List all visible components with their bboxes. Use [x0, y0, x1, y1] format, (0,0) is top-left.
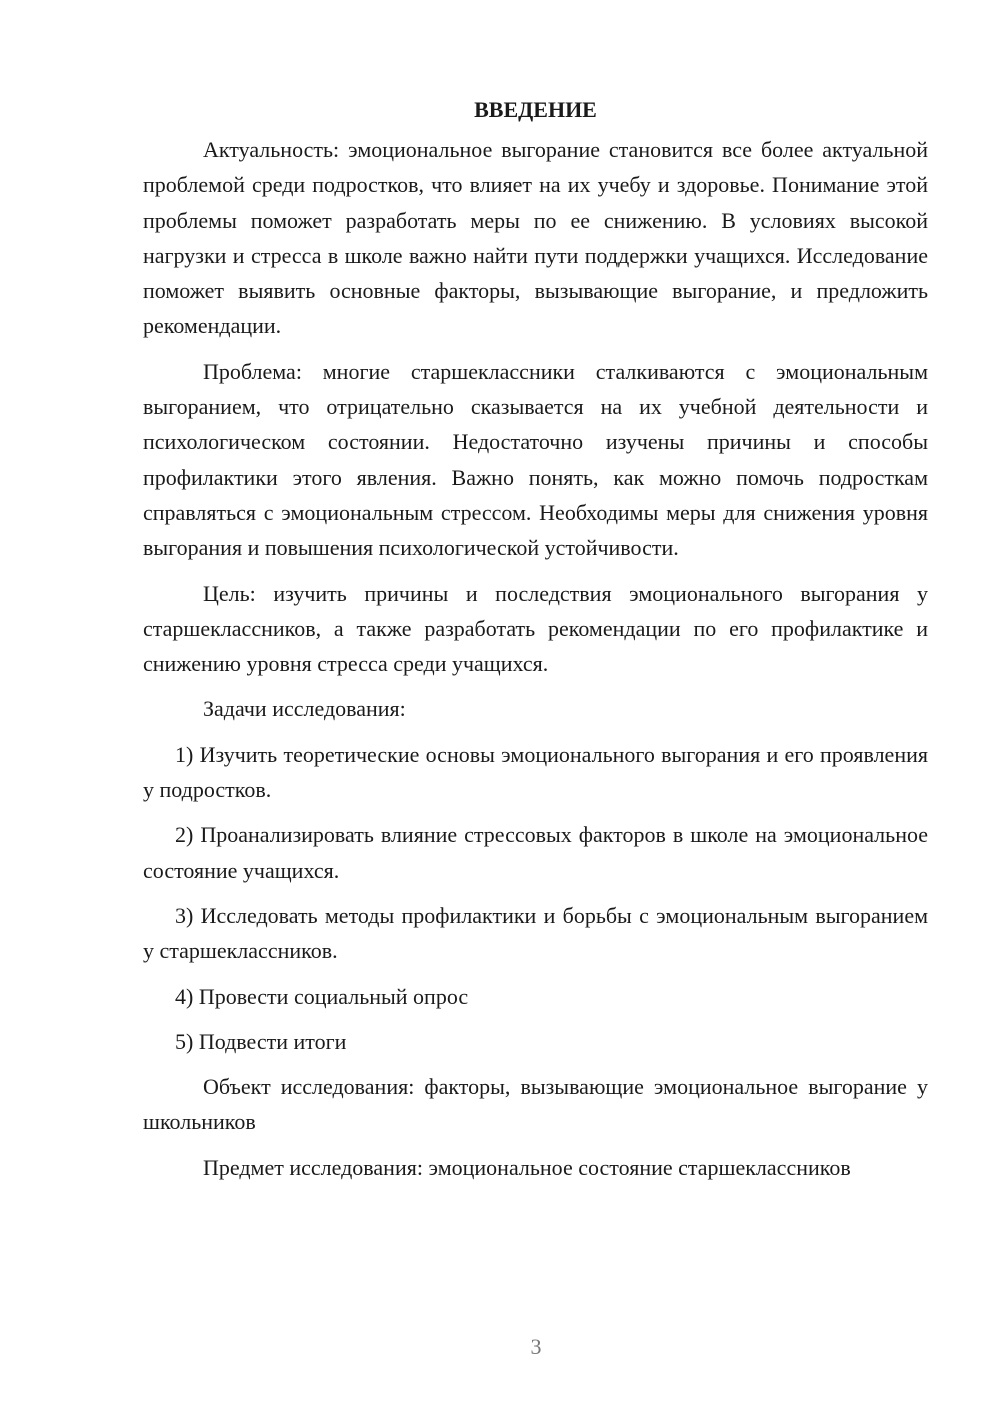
task-text: Подвести итоги: [198, 1028, 347, 1054]
page-number: 3: [530, 1334, 542, 1359]
task-text: Изучить теоретические основы эмоционального выгорания и его проявления у подростков.: [143, 741, 928, 803]
task-text: Исследовать методы профилактики и борьбы с эмоциональным выгоранием у старшеклассников.: [143, 902, 929, 964]
problem-paragraph: Проблема: многие старшеклассники сталкиваются с эмоциональным выгоранием, что отрицательно сказывается на их учебной деятельности и психологическом состоянии. Недостаточно изучены причины и способы профилактики этого явления. Важно понять, как можно помочь подросткам справляться с эмоциональным стрессом. Необходимы меры для снижения уровня выгорания и повышения психологической устойчивости.: [143, 358, 928, 561]
task-item: [143, 979, 928, 1014]
task-number: 2): [175, 822, 194, 848]
tasks-heading: Задачи исследования:: [203, 696, 406, 722]
object-paragraph: Объект исследования: факторы, вызывающие эмоциональное выгорание у школьников: [143, 1074, 928, 1135]
task-item: [143, 1024, 928, 1059]
task-number: 5): [175, 1028, 194, 1054]
goal-paragraph: Цель: изучить причины и последствия эмоционального выгорания у старшеклассников, а также разработать рекомендации по его профилактике и снижению уровня стресса среди учащихся.: [143, 580, 928, 677]
page-title: ВВЕДЕНИЕ: [474, 97, 597, 122]
task-number: 3): [175, 902, 194, 928]
task-item: [143, 898, 928, 969]
task-item: [143, 737, 928, 808]
task-text: Провести социальный опрос: [198, 983, 469, 1009]
document-page: [143, 90, 928, 1195]
task-item: [143, 817, 928, 888]
subject-paragraph: Предмет исследования: эмоциональное состояние старшеклассников: [203, 1154, 851, 1180]
task-text: Проанализировать влияние стрессовых факторов в школе на эмоциональное состояние учащихся.: [143, 822, 928, 883]
relevance-paragraph: Актуальность: эмоциональное выгорание становится все более актуальной проблемой среди подростков, что влияет на их учебу и здоровье. Понимание этой проблемы поможет разработать меры по ее снижению. В условиях высокой нагрузки и стресса в школе важно найти пути поддержки учащихся. Исследование поможет выявить основные факторы, вызывающие выгорание, и предложить рекомендации.: [143, 137, 928, 339]
task-number: 4): [175, 983, 194, 1009]
task-number: 1): [175, 741, 194, 767]
